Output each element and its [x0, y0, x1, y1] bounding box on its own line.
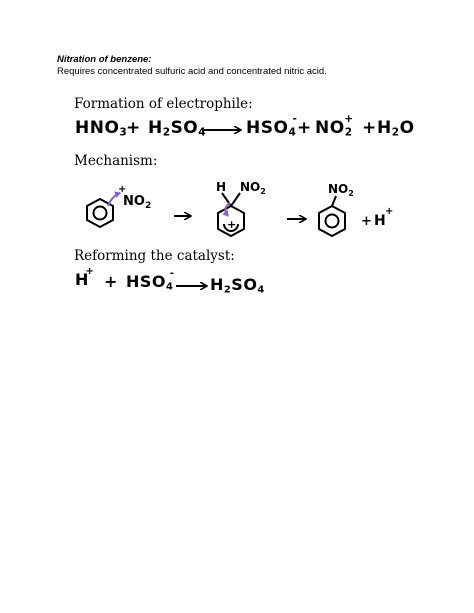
- eq1-no2-text: NO: [315, 118, 345, 138]
- eq1-hso4-charge: -: [292, 113, 298, 126]
- eq2-plus: +: [104, 272, 118, 291]
- eq1-h2so4-so: SO: [170, 118, 199, 138]
- eq2-h2so4-so: SO: [231, 275, 258, 294]
- product-no2-label: $NO_2$: [328, 182, 354, 198]
- heading-reforming-the-catalyst: Reforming the catalyst:: [74, 248, 235, 264]
- eq2-hso4-sub: 4: [166, 281, 174, 293]
- eq1-plus-2: +: [297, 118, 312, 138]
- intermediate-h-label: H: [216, 180, 227, 194]
- eq1-hso4-sub: 4: [288, 126, 297, 139]
- eq1-h2so4-sub2: 4: [198, 126, 207, 139]
- eq1-h2so4-sub1: 2: [162, 126, 171, 139]
- eq2-h2so4-h: H: [210, 275, 224, 294]
- eq1-no2-charge: +: [344, 113, 354, 126]
- eq1-hno3-text: HNO: [75, 118, 120, 138]
- nitrobenzene-ring: [319, 196, 345, 236]
- eq2-h-text: H: [75, 270, 89, 289]
- eq2-h-charge: +: [85, 265, 95, 277]
- eq1-h2so4-h: H: [148, 118, 163, 138]
- eq1-plus-3: +: [362, 118, 377, 138]
- proton-charge: +: [385, 206, 394, 217]
- intermediate-charge: +: [227, 218, 237, 231]
- heading-formation-of-electrophile: Formation of electrophile:: [74, 96, 253, 112]
- heading-mechanism: Mechanism:: [74, 153, 158, 169]
- eq1-hso4-text: HSO: [246, 118, 289, 138]
- eq2-h2so4-sub2: 4: [257, 284, 265, 296]
- nitronium-label: $NO_2$: [123, 194, 152, 211]
- intermediate-no2-label: $NO_2$: [240, 180, 266, 196]
- eq1-h2o-sub: 2: [391, 126, 400, 139]
- eq2-h2so4-sub1: 2: [223, 284, 232, 296]
- proton-label: H: [374, 213, 386, 229]
- nitronium-charge: +: [118, 184, 127, 195]
- eq2-hso4-text: HSO: [126, 272, 167, 291]
- eq1-hno3-sub: 3: [119, 126, 128, 139]
- mechanism-plus: +: [361, 214, 372, 229]
- eq1-plus-1: +: [126, 118, 141, 138]
- eq2-hso4-charge: -: [169, 267, 175, 279]
- eq1-h2o-h: H: [377, 118, 392, 138]
- eq1-h2o-o: O: [399, 118, 415, 138]
- eq1-no2-sub: 2: [344, 126, 353, 139]
- document-subtitle: Requires concentrated sulfuric acid and concentrated nitric acid.: [57, 66, 327, 77]
- document-title: Nitration of benzene:: [57, 54, 152, 65]
